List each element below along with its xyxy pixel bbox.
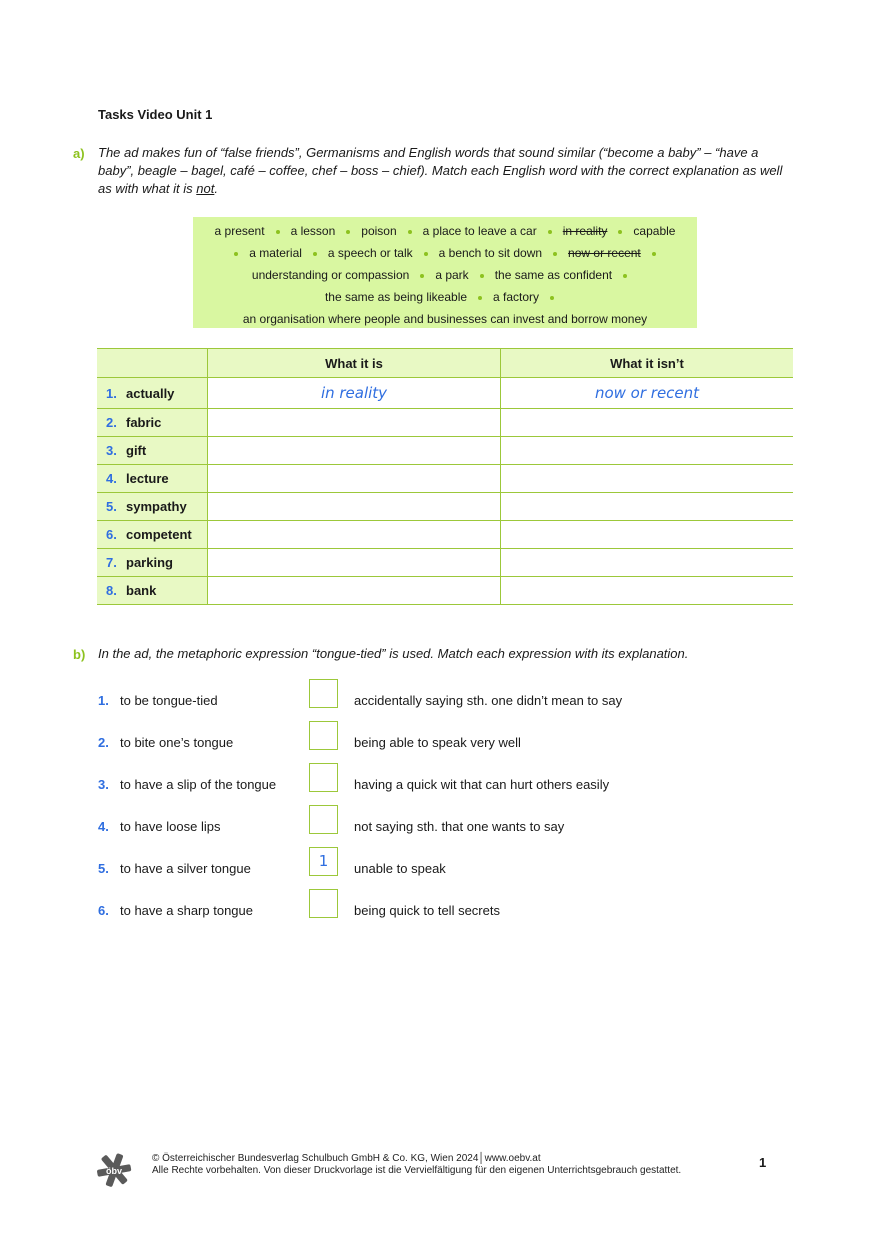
row-label	[97, 493, 208, 521]
row-number: 8.	[106, 583, 117, 598]
item-number: 2.	[98, 735, 109, 750]
bullet-dot-icon	[276, 230, 280, 234]
word-bank-item: a place to leave a car	[422, 224, 537, 238]
what-it-isnt-cell[interactable]	[501, 493, 794, 521]
what-it-is-cell[interactable]	[208, 521, 501, 549]
table-row	[97, 521, 793, 549]
row-label	[97, 378, 208, 409]
table-header-row	[97, 349, 793, 378]
bullet-dot-icon	[424, 252, 428, 256]
item-number: 6.	[98, 903, 109, 918]
word-bank	[193, 217, 697, 328]
what-it-is-cell[interactable]	[208, 378, 501, 409]
page-title: Tasks Video Unit 1	[98, 107, 213, 122]
what-it-isnt-answer: now or recent	[594, 384, 700, 402]
word-bank-item: a present	[214, 224, 265, 238]
table-row	[97, 437, 793, 465]
answer-box[interactable]	[309, 889, 338, 918]
explanation-text: being able to speak very well	[354, 735, 521, 750]
oebv-logo-icon	[96, 1152, 132, 1188]
bullet-dot-icon	[480, 274, 484, 278]
explanation-text: accidentally saying sth. one didn’t mean to say	[354, 693, 623, 708]
explanation-text: unable to speak	[354, 861, 446, 876]
row-word: lecture	[126, 471, 169, 486]
row-label	[97, 437, 208, 465]
word-bank-item: a bench to sit down	[438, 246, 543, 260]
row-label	[97, 549, 208, 577]
bullet-dot-icon	[346, 230, 350, 234]
word-bank-item: now or recent	[568, 246, 641, 260]
what-it-isnt-cell[interactable]	[501, 409, 794, 437]
what-it-isnt-cell[interactable]	[501, 437, 794, 465]
expression-text: to be tongue-tied	[120, 693, 218, 708]
explanation-text: having a quick wit that can hurt others easily	[354, 777, 610, 792]
bullet-dot-icon	[313, 252, 317, 256]
bullet-dot-icon	[652, 252, 656, 256]
what-it-is-cell[interactable]	[208, 493, 501, 521]
item-number: 5.	[98, 861, 109, 876]
explanation-text: being quick to tell secrets	[354, 903, 500, 918]
word-bank-item: capable	[633, 224, 676, 238]
word-bank-item: a material	[249, 246, 302, 260]
row-word: competent	[126, 527, 192, 542]
bullet-dot-icon	[553, 252, 557, 256]
word-bank-item: the same as being likeable	[324, 290, 468, 304]
bullet-dot-icon	[420, 274, 424, 278]
what-it-isnt-cell[interactable]	[501, 521, 794, 549]
expression-text: to have a slip of the tongue	[120, 777, 277, 792]
bullet-dot-icon	[408, 230, 412, 234]
word-bank-item: an organisation where people and businesses can invest and borrow money	[242, 312, 648, 326]
what-it-isnt-cell[interactable]	[501, 577, 794, 605]
expression-text: to have a sharp tongue	[120, 903, 253, 918]
row-number: 1.	[106, 385, 117, 401]
bullet-dot-icon	[234, 252, 238, 256]
section-b-instruction: In the ad, the metaphoric expression “tongue-tied” is used. Match each expression with its explanation.	[98, 646, 689, 661]
item-number: 3.	[98, 777, 109, 792]
row-word: parking	[126, 555, 173, 570]
row-label	[97, 465, 208, 493]
word-bank-item: understanding or compassion	[251, 268, 410, 282]
word-bank-item: a lesson	[290, 224, 336, 238]
row-word: fabric	[126, 415, 162, 430]
section-b-letter: b)	[73, 647, 86, 662]
bullet-dot-icon	[623, 274, 627, 278]
what-it-is-cell[interactable]	[208, 577, 501, 605]
item-number: 4.	[98, 819, 109, 834]
bullet-dot-icon	[548, 230, 552, 234]
bullet-dot-icon	[550, 296, 554, 300]
what-it-isnt-cell[interactable]	[501, 465, 794, 493]
row-label	[97, 409, 208, 437]
what-it-is-cell[interactable]	[208, 409, 501, 437]
row-word: bank	[126, 583, 157, 598]
table-row	[97, 409, 793, 437]
word-bank-item: a factory	[493, 290, 540, 304]
table-row	[97, 549, 793, 577]
expression-text: to have loose lips	[120, 819, 221, 834]
header-what-it-is: What it is	[208, 349, 501, 378]
underlined-not: not	[196, 181, 215, 196]
word-bank-item: a speech or talk	[327, 246, 413, 260]
answer-box[interactable]	[309, 805, 338, 834]
row-label	[97, 577, 208, 605]
what-it-isnt-cell[interactable]	[501, 549, 794, 577]
table-row	[97, 378, 793, 409]
row-number: 5.	[106, 499, 117, 514]
row-word: gift	[126, 443, 147, 458]
what-it-is-cell[interactable]	[208, 465, 501, 493]
row-number: 6.	[106, 527, 117, 542]
word-bank-item: poison	[361, 224, 397, 238]
section-a-letter: a)	[73, 146, 85, 161]
header-what-it-isnt: What it isn’t	[501, 349, 794, 378]
what-it-isnt-cell[interactable]	[501, 378, 794, 409]
section-a-instruction: The ad makes fun of “false friends”, Germanisms and English words that sound similar (“become a baby” – “have a baby”, beagle – bagel, café – coffee, chef – boss – chief). Match each English word with the correct explanation as well as with what it is not.	[98, 145, 783, 196]
row-label	[97, 521, 208, 549]
table-row	[97, 465, 793, 493]
expression-text: to have a silver tongue	[120, 861, 251, 876]
answer-box[interactable]: 1	[309, 847, 338, 876]
svg-text:öbv: öbv	[105, 1166, 123, 1176]
row-word: sympathy	[126, 499, 187, 514]
item-number: 1.	[98, 693, 109, 708]
explanation-text: not saying sth. that one wants to say	[354, 819, 565, 834]
footer-copyright: © Österreichischer Bundesverlag Schulbuch GmbH & Co. KG, Wien 2024│www.oebv.at Alle Rechte vorbehalten. Von dieser Druckvorlage ist die Vervielfältigung für den eigenen Unterrichtsgebrauch gestattet.	[152, 1153, 682, 1176]
answer-box[interactable]	[309, 763, 338, 792]
bullet-dot-icon	[618, 230, 622, 234]
header-blank	[97, 349, 208, 378]
row-number: 4.	[106, 471, 117, 486]
table-row	[97, 577, 793, 605]
expression-text: to bite one’s tongue	[120, 735, 234, 750]
row-number: 7.	[106, 555, 117, 570]
page-number: 1	[759, 1155, 767, 1170]
what-it-is-cell[interactable]	[208, 437, 501, 465]
matching-table	[97, 348, 793, 605]
word-bank-item: the same as confident	[494, 268, 613, 282]
what-it-is-answer: in reality	[320, 384, 388, 402]
word-bank-item: a park	[435, 268, 469, 282]
answer-box[interactable]	[309, 679, 338, 708]
answer-box[interactable]	[309, 721, 338, 750]
word-bank-item: in reality	[562, 224, 608, 238]
bullet-dot-icon	[478, 296, 482, 300]
table-row	[97, 493, 793, 521]
row-number: 2.	[106, 415, 117, 430]
row-word: actually	[126, 385, 175, 401]
what-it-is-cell[interactable]	[208, 549, 501, 577]
row-number: 3.	[106, 443, 117, 458]
